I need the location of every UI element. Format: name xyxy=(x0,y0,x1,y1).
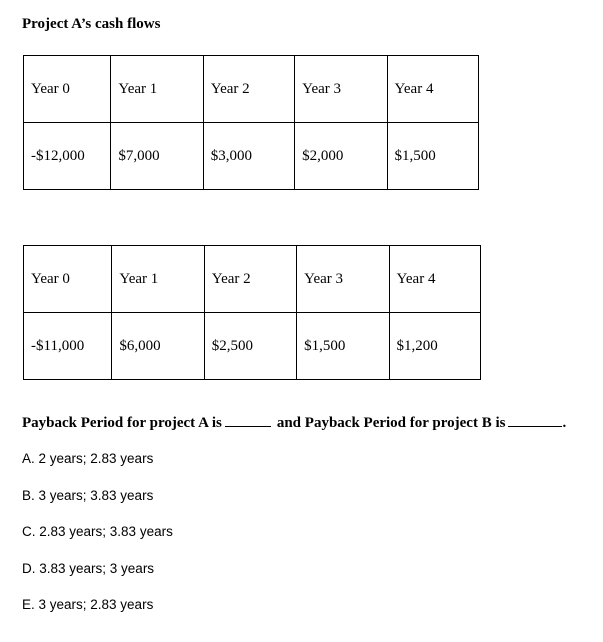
question-text xyxy=(22,412,566,432)
table-a-value-year-0: -$12,000 xyxy=(24,123,111,190)
option-e[interactable]: E. 3 years; 2.83 years xyxy=(22,597,154,612)
table-b-value-year-4: $1,200 xyxy=(389,313,480,380)
project-a-cash-flow-table xyxy=(23,55,479,190)
table-a-header-year-4: Year 4 xyxy=(387,56,478,123)
table-b-header-year-3: Year 3 xyxy=(297,246,389,313)
table-a-header-year-3: Year 3 xyxy=(295,56,387,123)
table-b-header-year-2: Year 2 xyxy=(204,246,296,313)
table-b-value-year-0: -$11,000 xyxy=(24,313,112,380)
answer-options xyxy=(22,450,173,633)
table-b-header-year-4: Year 4 xyxy=(389,246,480,313)
table-b-value-row xyxy=(24,313,481,380)
table-a-value-year-1: $7,000 xyxy=(111,123,203,190)
table-a-header-year-1: Year 1 xyxy=(111,56,203,123)
table-a-header-row xyxy=(24,56,479,123)
table-b-header-year-0: Year 0 xyxy=(24,246,112,313)
option-a[interactable]: A. 2 years; 2.83 years xyxy=(22,451,154,466)
table-a-value-year-2: $3,000 xyxy=(203,123,294,190)
table-b-header-row xyxy=(24,246,481,313)
option-c[interactable]: C. 2.83 years; 3.83 years xyxy=(22,524,173,539)
title: Project A’s cash flows xyxy=(22,16,161,32)
table-b-value-year-1: $6,000 xyxy=(112,313,204,380)
table-a-value-year-3: $2,000 xyxy=(295,123,387,190)
table-a-header-year-0: Year 0 xyxy=(24,56,111,123)
question-part-1: Payback Period for project A is xyxy=(22,415,222,431)
answer-blank-a xyxy=(225,412,271,427)
table-a-value-row xyxy=(24,123,479,190)
question-end: . xyxy=(562,415,567,431)
table-b-value-year-2: $2,500 xyxy=(204,313,296,380)
project-b-cash-flow-table xyxy=(23,245,481,380)
table-a-value-year-4: $1,500 xyxy=(387,123,478,190)
question-part-2: and Payback Period for project B is xyxy=(276,415,506,431)
answer-blank-b xyxy=(508,412,562,427)
table-b-value-year-3: $1,500 xyxy=(297,313,389,380)
option-b[interactable]: B. 3 years; 3.83 years xyxy=(22,487,154,503)
option-d[interactable]: D. 3.83 years; 3 years xyxy=(22,560,155,576)
table-a-header-year-2: Year 2 xyxy=(203,56,294,123)
table-b-header-year-1: Year 1 xyxy=(112,246,204,313)
